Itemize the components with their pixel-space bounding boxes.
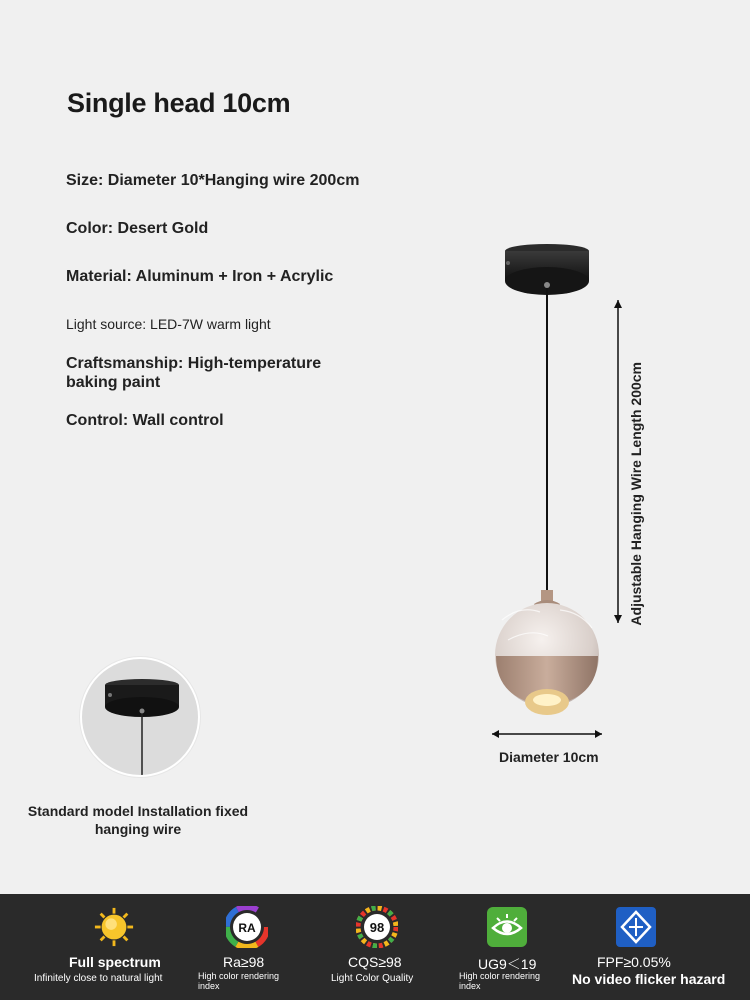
ra-icon — [226, 906, 268, 948]
installation-inset-image — [80, 657, 200, 777]
feature-cqs-label: CQS≥98 — [348, 954, 402, 970]
spec-craftsmanship — [66, 354, 321, 392]
feature-bar — [0, 894, 750, 1000]
spec-control: Control: Wall control — [66, 412, 224, 429]
flicker-icon — [615, 906, 657, 948]
feature-flicker-sub: No video flicker hazard — [572, 971, 726, 987]
feature-cqs-sub: Light Color Quality — [331, 973, 414, 984]
installation-caption-line1: Standard model Installation fixed — [27, 803, 249, 819]
feature-ugr-sub2: index — [459, 981, 481, 991]
feature-ra-sub2: index — [198, 981, 220, 991]
feature-ugr-label: UG9＜19 — [478, 956, 537, 972]
feature-ra-sub1: High color rendering — [198, 971, 280, 981]
feature-full-spectrum-label: Full spectrum — [69, 954, 161, 970]
installation-caption — [22, 802, 254, 838]
feature-full-spectrum-sub: Infinitely close to natural light — [34, 973, 163, 984]
eye-icon — [486, 906, 528, 948]
feature-flicker — [570, 894, 750, 1000]
spec-craftsmanship-line2: baking paint — [66, 374, 161, 391]
feature-ugr-sub1: High color rendering — [459, 971, 541, 981]
feature-cqs — [320, 894, 440, 1000]
ra-badge-text: RA — [238, 921, 256, 935]
spec-material: Material: Aluminum + Iron + Acrylic — [66, 268, 334, 285]
sun-icon — [93, 906, 135, 948]
diameter-label: Diameter 10cm — [499, 749, 599, 765]
wire-length-label — [628, 362, 645, 626]
wire-length-line1: Hanging Wire Length 200cm — [628, 362, 644, 551]
installation-caption-line2: hanging wire — [94, 821, 182, 837]
feature-ra — [190, 894, 310, 1000]
pendant-lamp-image — [480, 235, 720, 755]
cqs-badge-text: 98 — [369, 920, 385, 935]
cqs-icon — [356, 906, 398, 948]
page-title: Single head 10cm — [67, 88, 291, 118]
spec-light-source: Light source: LED-7W warm light — [66, 316, 271, 332]
feature-flicker-label: FPF≥0.05% — [597, 954, 671, 970]
feature-full-spectrum — [0, 894, 200, 1000]
feature-ra-label: Ra≥98 — [223, 954, 265, 970]
spec-size: Size: Diameter 10*Hanging wire 200cm — [66, 172, 360, 189]
wire-length-line2: Adjustable — [628, 554, 644, 626]
spec-craftsmanship-line1: Craftsmanship: High-temperature — [66, 355, 322, 372]
feature-ugr — [450, 894, 570, 1000]
spec-color: Color: Desert Gold — [66, 220, 209, 237]
